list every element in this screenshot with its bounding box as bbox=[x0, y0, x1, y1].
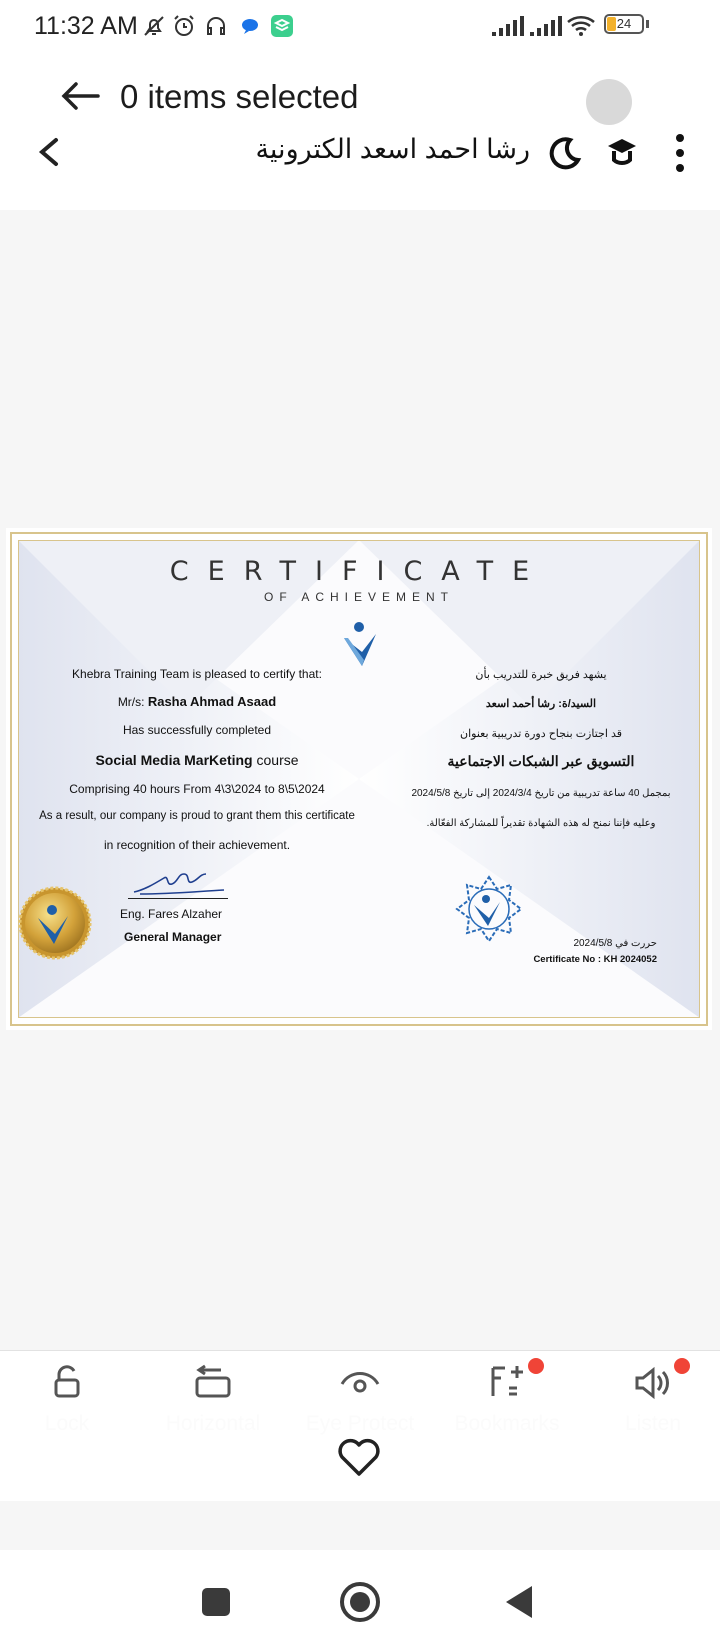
select-all-toggle[interactable] bbox=[586, 79, 632, 125]
cert-signer-name: Eng. Fares Alzaher bbox=[120, 907, 223, 921]
headset-icon bbox=[204, 14, 228, 38]
cert-ar-result: وعليه فإننا نمنح له هذه الشهادة تقديراً للمشاركة الفعّالة. bbox=[426, 818, 656, 829]
speaker-icon bbox=[633, 1362, 673, 1402]
status-bar bbox=[0, 0, 720, 52]
back-triangle-icon[interactable] bbox=[498, 1580, 542, 1624]
toolbar-horizontal[interactable] bbox=[158, 1362, 268, 1442]
cert-ar-course: التسويق عبر الشبكات الاجتماعية bbox=[447, 753, 635, 769]
cert-en-course-suffix: course bbox=[256, 752, 299, 768]
alarm-icon bbox=[172, 14, 196, 38]
chevron-left-icon[interactable] bbox=[30, 132, 70, 172]
education-icon[interactable] bbox=[604, 132, 640, 172]
battery-indicator bbox=[604, 14, 644, 34]
battery-level: 24 bbox=[616, 16, 632, 31]
cert-en-result-2: in recognition of their achievement. bbox=[103, 838, 291, 852]
cert-ar-intro: يشهد فريق خبرة للتدريب بأن bbox=[475, 669, 607, 681]
toolbar-lock-label: Lock bbox=[44, 1412, 90, 1435]
horizontal-scroll-icon bbox=[193, 1362, 233, 1402]
more-vertical-icon[interactable] bbox=[668, 132, 692, 174]
back-arrow-icon[interactable] bbox=[58, 74, 102, 118]
home-circle-icon[interactable] bbox=[338, 1580, 382, 1624]
certificate-subtitle: OF ACHIEVEMENT bbox=[263, 590, 454, 604]
status-time: 11:32 AM bbox=[34, 12, 138, 40]
blue-stamp-icon bbox=[454, 874, 524, 944]
gold-seal-icon bbox=[18, 886, 92, 960]
lock-icon bbox=[47, 1362, 87, 1402]
chat-bubble-icon bbox=[238, 14, 262, 38]
toolbar-lock[interactable] bbox=[12, 1362, 122, 1442]
signature-icon bbox=[130, 868, 230, 898]
document-title: رشا احمد اسعد الكترونية bbox=[255, 134, 530, 164]
cert-ar-completed: قد اجتازت بنجاح دورة تدريبية بعنوان bbox=[460, 728, 622, 740]
app-header bbox=[0, 52, 720, 210]
signal-icon bbox=[528, 14, 562, 38]
listen-badge bbox=[674, 1358, 690, 1374]
toolbar-bookmarks-label: Bookmarks bbox=[454, 1412, 560, 1435]
cert-en-intro: Khebra Training Team is pleased to certify that: bbox=[72, 667, 322, 681]
wifi-icon bbox=[566, 14, 596, 38]
toolbar-bookmarks[interactable] bbox=[452, 1362, 562, 1442]
certificate-image[interactable] bbox=[6, 528, 712, 1030]
toolbar-horizontal-label: Horizontal bbox=[165, 1412, 261, 1435]
cert-en-name-line bbox=[12, 694, 382, 709]
bookmarks-badge bbox=[528, 1358, 544, 1374]
favorite-heart-icon[interactable] bbox=[336, 1434, 382, 1480]
cert-en-name-prefix: Mr/s: bbox=[117, 695, 145, 709]
cert-signer-title: General Manager bbox=[124, 930, 222, 944]
cert-en-course-line bbox=[12, 752, 382, 768]
signal-icon bbox=[490, 14, 524, 38]
recents-square-icon[interactable] bbox=[194, 1580, 238, 1624]
cert-en-course: Social Media MarKeting bbox=[95, 752, 253, 768]
night-mode-icon[interactable] bbox=[542, 132, 582, 172]
toolbar-eye-protect[interactable] bbox=[305, 1362, 415, 1442]
bell-off-icon bbox=[142, 14, 166, 38]
cert-ar-name: السيد/ة: رشا أحمد اسعد bbox=[485, 698, 597, 710]
cert-en-hours: Comprising 40 hours From 4\3\2024 to 8\5\2024 bbox=[69, 782, 325, 796]
eye-icon bbox=[340, 1362, 380, 1402]
toolbar-listen[interactable] bbox=[598, 1362, 708, 1442]
cert-en-name: Rasha Ahmad Asaad bbox=[147, 694, 277, 709]
layers-app-icon bbox=[270, 14, 294, 38]
cert-ar-hours: بمجمل 40 ساعة تدريبية من تاريخ 2024/3/4 إلى تاريخ 2024/5/8 bbox=[411, 788, 671, 799]
certificate-title: CERTIFICATE bbox=[169, 556, 549, 587]
cert-en-result-1: As a result, our company is proud to grant them this certificate bbox=[39, 810, 355, 822]
toolbar-eye-protect-label: Eye Protect bbox=[305, 1412, 415, 1435]
cert-en-completed: Has successfully completed bbox=[122, 723, 272, 737]
cert-ar-date: حررت في 2024/5/8 bbox=[573, 938, 657, 949]
cert-number: Certificate No : KH 2024052 bbox=[533, 954, 657, 965]
khebra-logo-icon bbox=[342, 620, 378, 668]
toolbar-listen-label: Listen bbox=[624, 1412, 682, 1435]
bookmark-add-icon bbox=[487, 1362, 527, 1402]
selection-count-label: 0 items selected bbox=[120, 78, 359, 115]
